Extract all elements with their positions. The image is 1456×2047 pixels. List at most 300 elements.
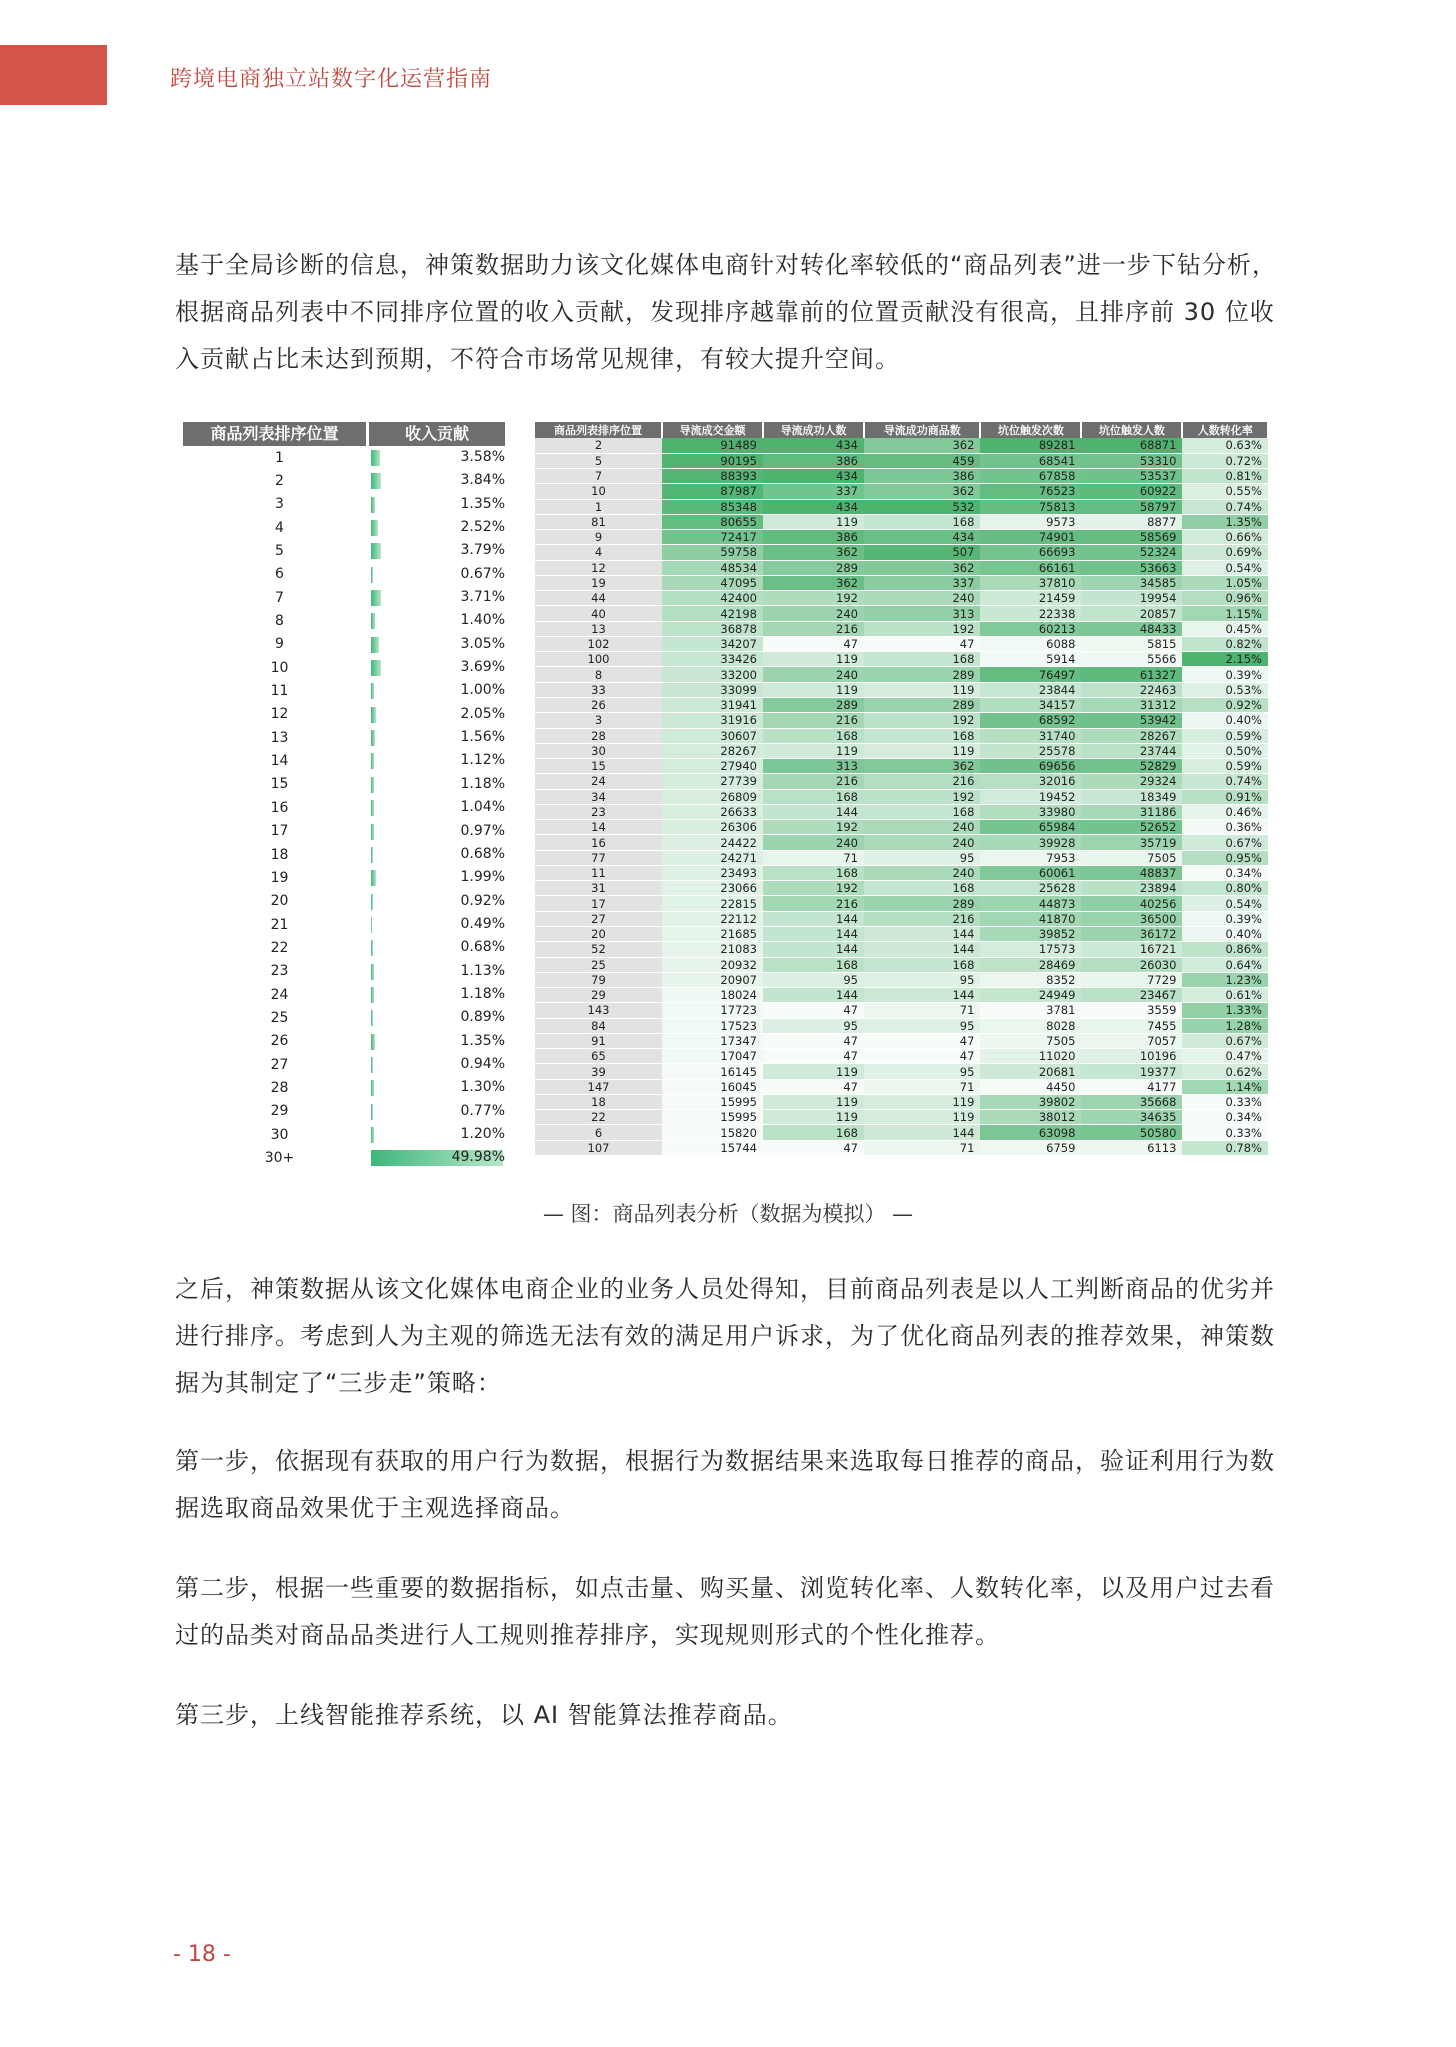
metrics-cell: 192 xyxy=(864,789,980,804)
position-cell: 17 xyxy=(270,823,289,840)
revenue-row xyxy=(183,913,505,936)
metrics-cell: 144 xyxy=(763,942,864,957)
metrics-cell: 0.67% xyxy=(1182,1033,1268,1048)
revenue-row xyxy=(183,563,505,586)
metrics-cell: 434 xyxy=(763,438,864,453)
revenue-bar xyxy=(371,497,375,513)
revenue-table-body xyxy=(183,446,505,1170)
metrics-cell: 5 xyxy=(535,453,662,468)
revenue-row xyxy=(183,469,505,492)
revenue-value: 1.00% xyxy=(460,682,505,699)
metrics-cell: 58569 xyxy=(1081,530,1182,545)
metrics-cell: 60061 xyxy=(980,865,1081,880)
metrics-cell: 32016 xyxy=(980,774,1081,789)
revenue-bar xyxy=(371,1104,373,1120)
revenue-row xyxy=(183,843,505,866)
metrics-cell: 23844 xyxy=(980,682,1081,697)
metrics-cell: 28 xyxy=(535,728,662,743)
metrics-cell: 23744 xyxy=(1081,743,1182,758)
metrics-row xyxy=(535,850,1268,865)
revenue-value: 1.18% xyxy=(460,985,505,1002)
revenue-table-header xyxy=(183,422,505,446)
metrics-cell: 89281 xyxy=(980,438,1081,453)
position-cell: 24 xyxy=(270,986,289,1003)
metrics-cell: 17523 xyxy=(662,1018,763,1033)
metrics-cell: 53537 xyxy=(1081,469,1182,484)
metrics-cell: 7729 xyxy=(1081,972,1182,987)
paragraph-step-2: 第二步，根据一些重要的数据指标，如点击量、购买量、浏览转化率、人数转化率，以及用户过去看过的品类对商品品类进行人工规则推荐排序，实现规则形式的个性化推荐。 xyxy=(175,1574,1275,1649)
metrics-row xyxy=(535,1049,1268,1064)
metrics-row xyxy=(535,927,1268,942)
revenue-value: 1.13% xyxy=(460,962,505,979)
metrics-cell: 61327 xyxy=(1081,667,1182,682)
metrics-cell: 53942 xyxy=(1081,713,1182,728)
metrics-cell: 28469 xyxy=(980,957,1081,972)
metrics-cell: 27940 xyxy=(662,759,763,774)
metrics-cell: 67858 xyxy=(980,469,1081,484)
position-cell: 16 xyxy=(270,799,289,816)
metrics-cell: 144 xyxy=(763,988,864,1003)
metrics-cell: 8877 xyxy=(1081,514,1182,529)
metrics-cell: 3781 xyxy=(980,1003,1081,1018)
metrics-cell: 39 xyxy=(535,1064,662,1079)
position-cell: 29 xyxy=(270,1103,289,1120)
metrics-cell: 37810 xyxy=(980,575,1081,590)
metrics-cell: 47095 xyxy=(662,575,763,590)
revenue-bar xyxy=(371,730,375,746)
metrics-cell: 91 xyxy=(535,1033,662,1048)
metrics-header-cell: 坑位触发次数 xyxy=(980,422,1081,438)
metrics-cell: 40 xyxy=(535,606,662,621)
metrics-cell: 47 xyxy=(763,1033,864,1048)
metrics-cell: 459 xyxy=(864,453,980,468)
metrics-cell: 168 xyxy=(763,957,864,972)
metrics-table-header xyxy=(535,422,1268,438)
metrics-cell: 33426 xyxy=(662,652,763,667)
metrics-cell: 3 xyxy=(535,713,662,728)
revenue-value: 1.04% xyxy=(460,799,505,816)
metrics-cell: 30607 xyxy=(662,728,763,743)
metrics-cell: 240 xyxy=(763,606,864,621)
metrics-cell: 168 xyxy=(864,881,980,896)
metrics-cell: 47 xyxy=(864,636,980,651)
metrics-cell: 31740 xyxy=(980,728,1081,743)
revenue-row xyxy=(183,726,505,749)
metrics-cell: 0.59% xyxy=(1182,728,1268,743)
position-cell: 5 xyxy=(275,543,284,560)
revenue-row xyxy=(183,656,505,679)
revenue-row xyxy=(183,1100,505,1123)
metrics-cell: 7953 xyxy=(980,850,1081,865)
metrics-cell: 47 xyxy=(763,1079,864,1094)
metrics-cell: 39852 xyxy=(980,927,1081,942)
metrics-cell: 10196 xyxy=(1081,1049,1182,1064)
metrics-row xyxy=(535,835,1268,850)
metrics-row xyxy=(535,560,1268,575)
metrics-cell: 192 xyxy=(864,713,980,728)
revenue-bar xyxy=(371,520,378,536)
metrics-cell: 14 xyxy=(535,820,662,835)
position-cell: 12 xyxy=(270,706,289,723)
metrics-cell: 47 xyxy=(763,1140,864,1155)
metrics-cell: 168 xyxy=(864,728,980,743)
position-cell: 9 xyxy=(275,636,284,653)
metrics-cell: 47 xyxy=(763,1049,864,1064)
metrics-cell: 81 xyxy=(535,514,662,529)
metrics-cell: 0.33% xyxy=(1182,1094,1268,1109)
metrics-cell: 84 xyxy=(535,1018,662,1033)
metrics-cell: 95 xyxy=(864,1018,980,1033)
revenue-row xyxy=(183,586,505,609)
metrics-cell: 119 xyxy=(763,1094,864,1109)
metrics-cell: 240 xyxy=(763,667,864,682)
metrics-cell: 216 xyxy=(864,774,980,789)
revenue-row xyxy=(183,1123,505,1146)
metrics-cell: 27 xyxy=(535,911,662,926)
metrics-cell: 66161 xyxy=(980,560,1081,575)
revenue-bar xyxy=(371,613,375,629)
metrics-cell: 31312 xyxy=(1081,698,1182,713)
metrics-row xyxy=(535,698,1268,713)
metrics-cell: 34585 xyxy=(1081,575,1182,590)
position-cell: 7 xyxy=(275,589,284,606)
revenue-bar xyxy=(371,450,380,466)
metrics-cell: 0.96% xyxy=(1182,591,1268,606)
metrics-row xyxy=(535,1079,1268,1094)
metrics-cell: 0.45% xyxy=(1182,621,1268,636)
metrics-cell: 0.36% xyxy=(1182,820,1268,835)
position-cell: 25 xyxy=(270,1009,289,1026)
metrics-cell: 87987 xyxy=(662,484,763,499)
metrics-cell: 52652 xyxy=(1081,820,1182,835)
revenue-value: 3.84% xyxy=(460,472,505,489)
metrics-cell: 24271 xyxy=(662,850,763,865)
metrics-cell: 192 xyxy=(864,621,980,636)
metrics-cell: 26633 xyxy=(662,804,763,819)
paragraph-step-3: 第三步，上线智能推荐系统，以 AI 智能算法推荐商品。 xyxy=(175,1701,793,1729)
metrics-row xyxy=(535,484,1268,499)
revenue-bar xyxy=(371,567,373,583)
revenue-value: 3.79% xyxy=(460,542,505,559)
metrics-cell: 168 xyxy=(864,804,980,819)
metrics-cell: 76523 xyxy=(980,484,1081,499)
metrics-cell: 71 xyxy=(864,1140,980,1155)
metrics-row xyxy=(535,774,1268,789)
metrics-cell: 66693 xyxy=(980,545,1081,560)
metrics-cell: 5566 xyxy=(1081,652,1182,667)
revenue-value: 3.69% xyxy=(460,659,505,676)
metrics-cell: 0.74% xyxy=(1182,774,1268,789)
metrics-cell: 71 xyxy=(864,1079,980,1094)
metrics-row xyxy=(535,1003,1268,1018)
revenue-value: 3.05% xyxy=(460,635,505,652)
metrics-cell: 168 xyxy=(864,652,980,667)
metrics-row xyxy=(535,728,1268,743)
revenue-row xyxy=(183,1030,505,1053)
metrics-cell: 1.05% xyxy=(1182,575,1268,590)
metrics-cell: 68541 xyxy=(980,453,1081,468)
metrics-cell: 119 xyxy=(864,682,980,697)
header-title: 跨境电商独立站数字化运营指南 xyxy=(170,67,493,92)
metrics-cell: 38012 xyxy=(980,1110,1081,1125)
metrics-cell: 29 xyxy=(535,988,662,1003)
metrics-cell: 63098 xyxy=(980,1125,1081,1140)
metrics-cell: 47 xyxy=(763,1003,864,1018)
revenue-bar xyxy=(371,1080,374,1096)
header-accent-bar xyxy=(0,45,107,105)
metrics-cell: 434 xyxy=(763,469,864,484)
revenue-row xyxy=(183,890,505,913)
revenue-value: 0.68% xyxy=(460,939,505,956)
revenue-bar xyxy=(371,543,381,559)
metrics-cell: 119 xyxy=(763,743,864,758)
metrics-cell: 17723 xyxy=(662,1003,763,1018)
metrics-cell: 143 xyxy=(535,1003,662,1018)
metrics-cell: 434 xyxy=(864,530,980,545)
metrics-cell: 119 xyxy=(864,1094,980,1109)
metrics-row xyxy=(535,575,1268,590)
metrics-row xyxy=(535,804,1268,819)
revenue-value: 0.97% xyxy=(460,822,505,839)
intro-paragraph: 基于全局诊断的信息，神策数据助力该文化媒体电商针对转化率较低的“商品列表”进一步下钻分析，根据商品列表中不同排序位置的收入贡献，发现排序越靠前的位置贡献没有很高，且排序前 30 位收入贡献占比未达到预期，不符合市场常见规律，有较大提升空间。 xyxy=(175,251,1277,373)
metrics-cell: 192 xyxy=(763,820,864,835)
metrics-cell: 240 xyxy=(864,835,980,850)
metrics-cell: 34 xyxy=(535,789,662,804)
metrics-header-cell: 商品列表排序位置 xyxy=(535,422,662,438)
metrics-cell: 0.86% xyxy=(1182,942,1268,957)
position-cell: 30 xyxy=(270,1126,289,1143)
metrics-cell: 17347 xyxy=(662,1033,763,1048)
revenue-row xyxy=(183,983,505,1006)
revenue-value: 0.92% xyxy=(460,892,505,909)
metrics-cell: 95 xyxy=(864,1064,980,1079)
metrics-cell: 7 xyxy=(535,469,662,484)
metrics-cell: 22338 xyxy=(980,606,1081,621)
metrics-cell: 119 xyxy=(763,652,864,667)
metrics-cell: 0.80% xyxy=(1182,881,1268,896)
position-cell: 21 xyxy=(270,916,289,933)
metrics-cell: 168 xyxy=(763,789,864,804)
metrics-row xyxy=(535,621,1268,636)
metrics-cell: 0.54% xyxy=(1182,896,1268,911)
metrics-cell: 65 xyxy=(535,1049,662,1064)
revenue-row xyxy=(183,446,505,469)
revenue-value: 2.05% xyxy=(460,705,505,722)
revenue-row xyxy=(183,679,505,702)
metrics-cell: 19452 xyxy=(980,789,1081,804)
metrics-cell: 47 xyxy=(864,1033,980,1048)
metrics-cell: 19954 xyxy=(1081,591,1182,606)
metrics-cell: 18349 xyxy=(1081,789,1182,804)
metrics-row xyxy=(535,606,1268,621)
metrics-cell: 18024 xyxy=(662,988,763,1003)
metrics-cell: 144 xyxy=(763,804,864,819)
revenue-value: 1.18% xyxy=(460,775,505,792)
metrics-cell: 0.78% xyxy=(1182,1140,1268,1155)
metrics-cell: 9573 xyxy=(980,514,1081,529)
metrics-cell: 23 xyxy=(535,804,662,819)
metrics-row xyxy=(535,743,1268,758)
metrics-row xyxy=(535,1110,1268,1125)
metrics-cell: 42400 xyxy=(662,591,763,606)
metrics-row xyxy=(535,896,1268,911)
position-cell: 3 xyxy=(275,496,284,513)
metrics-row xyxy=(535,942,1268,957)
metrics-cell: 28267 xyxy=(662,743,763,758)
metrics-table-body xyxy=(535,438,1268,1155)
metrics-cell: 337 xyxy=(763,484,864,499)
metrics-cell: 13 xyxy=(535,621,662,636)
metrics-cell: 25 xyxy=(535,957,662,972)
metrics-cell: 4450 xyxy=(980,1079,1081,1094)
revenue-row xyxy=(183,1053,505,1076)
revenue-contribution-table xyxy=(183,422,505,1170)
revenue-row xyxy=(183,820,505,843)
revenue-bar xyxy=(371,870,376,886)
metrics-cell: 168 xyxy=(864,514,980,529)
metrics-row xyxy=(535,530,1268,545)
revenue-value: 49.98% xyxy=(451,1149,505,1166)
position-cell: 4 xyxy=(275,519,284,536)
metrics-cell: 52324 xyxy=(1081,545,1182,560)
revenue-value: 2.52% xyxy=(460,519,505,536)
paragraph-step-1: 第一步，依据现有获取的用户行为数据，根据行为数据结果来选取每日推荐的商品，验证利用行为数据选取商品效果优于主观选择商品。 xyxy=(175,1447,1275,1522)
metrics-cell: 12 xyxy=(535,560,662,575)
position-cell: 8 xyxy=(275,613,284,630)
position-cell: 26 xyxy=(270,1033,289,1050)
metrics-cell: 95 xyxy=(763,1018,864,1033)
metrics-header-cell: 导流成交金额 xyxy=(662,422,763,438)
metrics-cell: 47 xyxy=(763,636,864,651)
metrics-cell: 26030 xyxy=(1081,957,1182,972)
metrics-cell: 0.39% xyxy=(1182,911,1268,926)
metrics-cell: 168 xyxy=(864,957,980,972)
metrics-cell: 144 xyxy=(864,1125,980,1140)
header-position: 商品列表排序位置 xyxy=(183,422,366,446)
revenue-row xyxy=(183,1006,505,1029)
metrics-cell: 168 xyxy=(763,865,864,880)
revenue-row xyxy=(183,539,505,562)
metrics-header-cell: 人数转化率 xyxy=(1182,422,1268,438)
metrics-cell: 216 xyxy=(763,896,864,911)
metrics-row xyxy=(535,682,1268,697)
position-cell: 18 xyxy=(270,846,289,863)
metrics-cell: 168 xyxy=(763,728,864,743)
metrics-header-cell: 导流成功商品数 xyxy=(864,422,980,438)
metrics-cell: 8 xyxy=(535,667,662,682)
metrics-cell: 80655 xyxy=(662,514,763,529)
metrics-cell: 0.34% xyxy=(1182,1110,1268,1125)
metrics-cell: 240 xyxy=(763,835,864,850)
metrics-cell: 22 xyxy=(535,1110,662,1125)
metrics-cell: 119 xyxy=(864,743,980,758)
metrics-cell: 192 xyxy=(763,591,864,606)
revenue-value: 1.99% xyxy=(460,869,505,886)
metrics-cell: 52 xyxy=(535,942,662,957)
metrics-cell: 507 xyxy=(864,545,980,560)
metrics-cell: 23493 xyxy=(662,865,763,880)
metrics-cell: 0.91% xyxy=(1182,789,1268,804)
metrics-cell: 0.33% xyxy=(1182,1125,1268,1140)
metrics-cell: 31916 xyxy=(662,713,763,728)
metrics-cell: 0.64% xyxy=(1182,957,1268,972)
metrics-cell: 76497 xyxy=(980,667,1081,682)
revenue-value: 1.12% xyxy=(460,752,505,769)
metrics-cell: 9 xyxy=(535,530,662,545)
metrics-cell: 6759 xyxy=(980,1140,1081,1155)
position-cell: 23 xyxy=(270,963,289,980)
metrics-cell: 289 xyxy=(864,698,980,713)
metrics-cell: 0.40% xyxy=(1182,927,1268,942)
metrics-cell: 240 xyxy=(864,820,980,835)
revenue-bar xyxy=(371,800,374,816)
metrics-cell: 31186 xyxy=(1081,804,1182,819)
position-cell: 22 xyxy=(270,939,289,956)
metrics-cell: 15 xyxy=(535,759,662,774)
metrics-cell: 16145 xyxy=(662,1064,763,1079)
revenue-value: 3.71% xyxy=(460,589,505,606)
metrics-row xyxy=(535,1033,1268,1048)
metrics-cell: 1 xyxy=(535,499,662,514)
metrics-cell: 21459 xyxy=(980,591,1081,606)
revenue-bar xyxy=(371,964,374,980)
metrics-cell: 42198 xyxy=(662,606,763,621)
metrics-cell: 0.92% xyxy=(1182,698,1268,713)
metrics-cell: 36172 xyxy=(1081,927,1182,942)
metrics-cell: 289 xyxy=(763,698,864,713)
metrics-cell: 7505 xyxy=(980,1033,1081,1048)
revenue-bar xyxy=(371,940,373,956)
metrics-row xyxy=(535,1064,1268,1079)
metrics-cell: 289 xyxy=(763,560,864,575)
position-cell: 20 xyxy=(270,893,289,910)
metrics-cell: 168 xyxy=(763,1125,864,1140)
position-cell: 11 xyxy=(270,683,289,700)
position-cell: 6 xyxy=(275,566,284,583)
revenue-value: 1.56% xyxy=(460,729,505,746)
revenue-bar xyxy=(371,777,374,793)
metrics-cell: 30 xyxy=(535,743,662,758)
metrics-cell: 34635 xyxy=(1081,1110,1182,1125)
metrics-cell: 60213 xyxy=(980,621,1081,636)
metrics-cell: 25578 xyxy=(980,743,1081,758)
metrics-cell: 1.23% xyxy=(1182,972,1268,987)
metrics-cell: 1.33% xyxy=(1182,1003,1268,1018)
metrics-cell: 337 xyxy=(864,575,980,590)
metrics-cell: 71 xyxy=(763,850,864,865)
revenue-bar xyxy=(371,1057,373,1073)
metrics-cell: 26306 xyxy=(662,820,763,835)
metrics-cell: 0.59% xyxy=(1182,759,1268,774)
metrics-cell: 17047 xyxy=(662,1049,763,1064)
metrics-row xyxy=(535,789,1268,804)
metrics-cell: 107 xyxy=(535,1140,662,1155)
position-cell: 27 xyxy=(270,1056,289,1073)
metrics-cell: 11 xyxy=(535,865,662,880)
metrics-cell: 216 xyxy=(763,713,864,728)
metrics-cell: 27739 xyxy=(662,774,763,789)
metrics-row xyxy=(535,881,1268,896)
metrics-cell: 23467 xyxy=(1081,988,1182,1003)
metrics-cell: 71 xyxy=(864,1003,980,1018)
metrics-cell: 2 xyxy=(535,438,662,453)
metrics-cell: 20932 xyxy=(662,957,763,972)
metrics-row xyxy=(535,972,1268,987)
metrics-row xyxy=(535,591,1268,606)
metrics-cell: 34157 xyxy=(980,698,1081,713)
metrics-cell: 7057 xyxy=(1081,1033,1182,1048)
metrics-cell: 289 xyxy=(864,896,980,911)
